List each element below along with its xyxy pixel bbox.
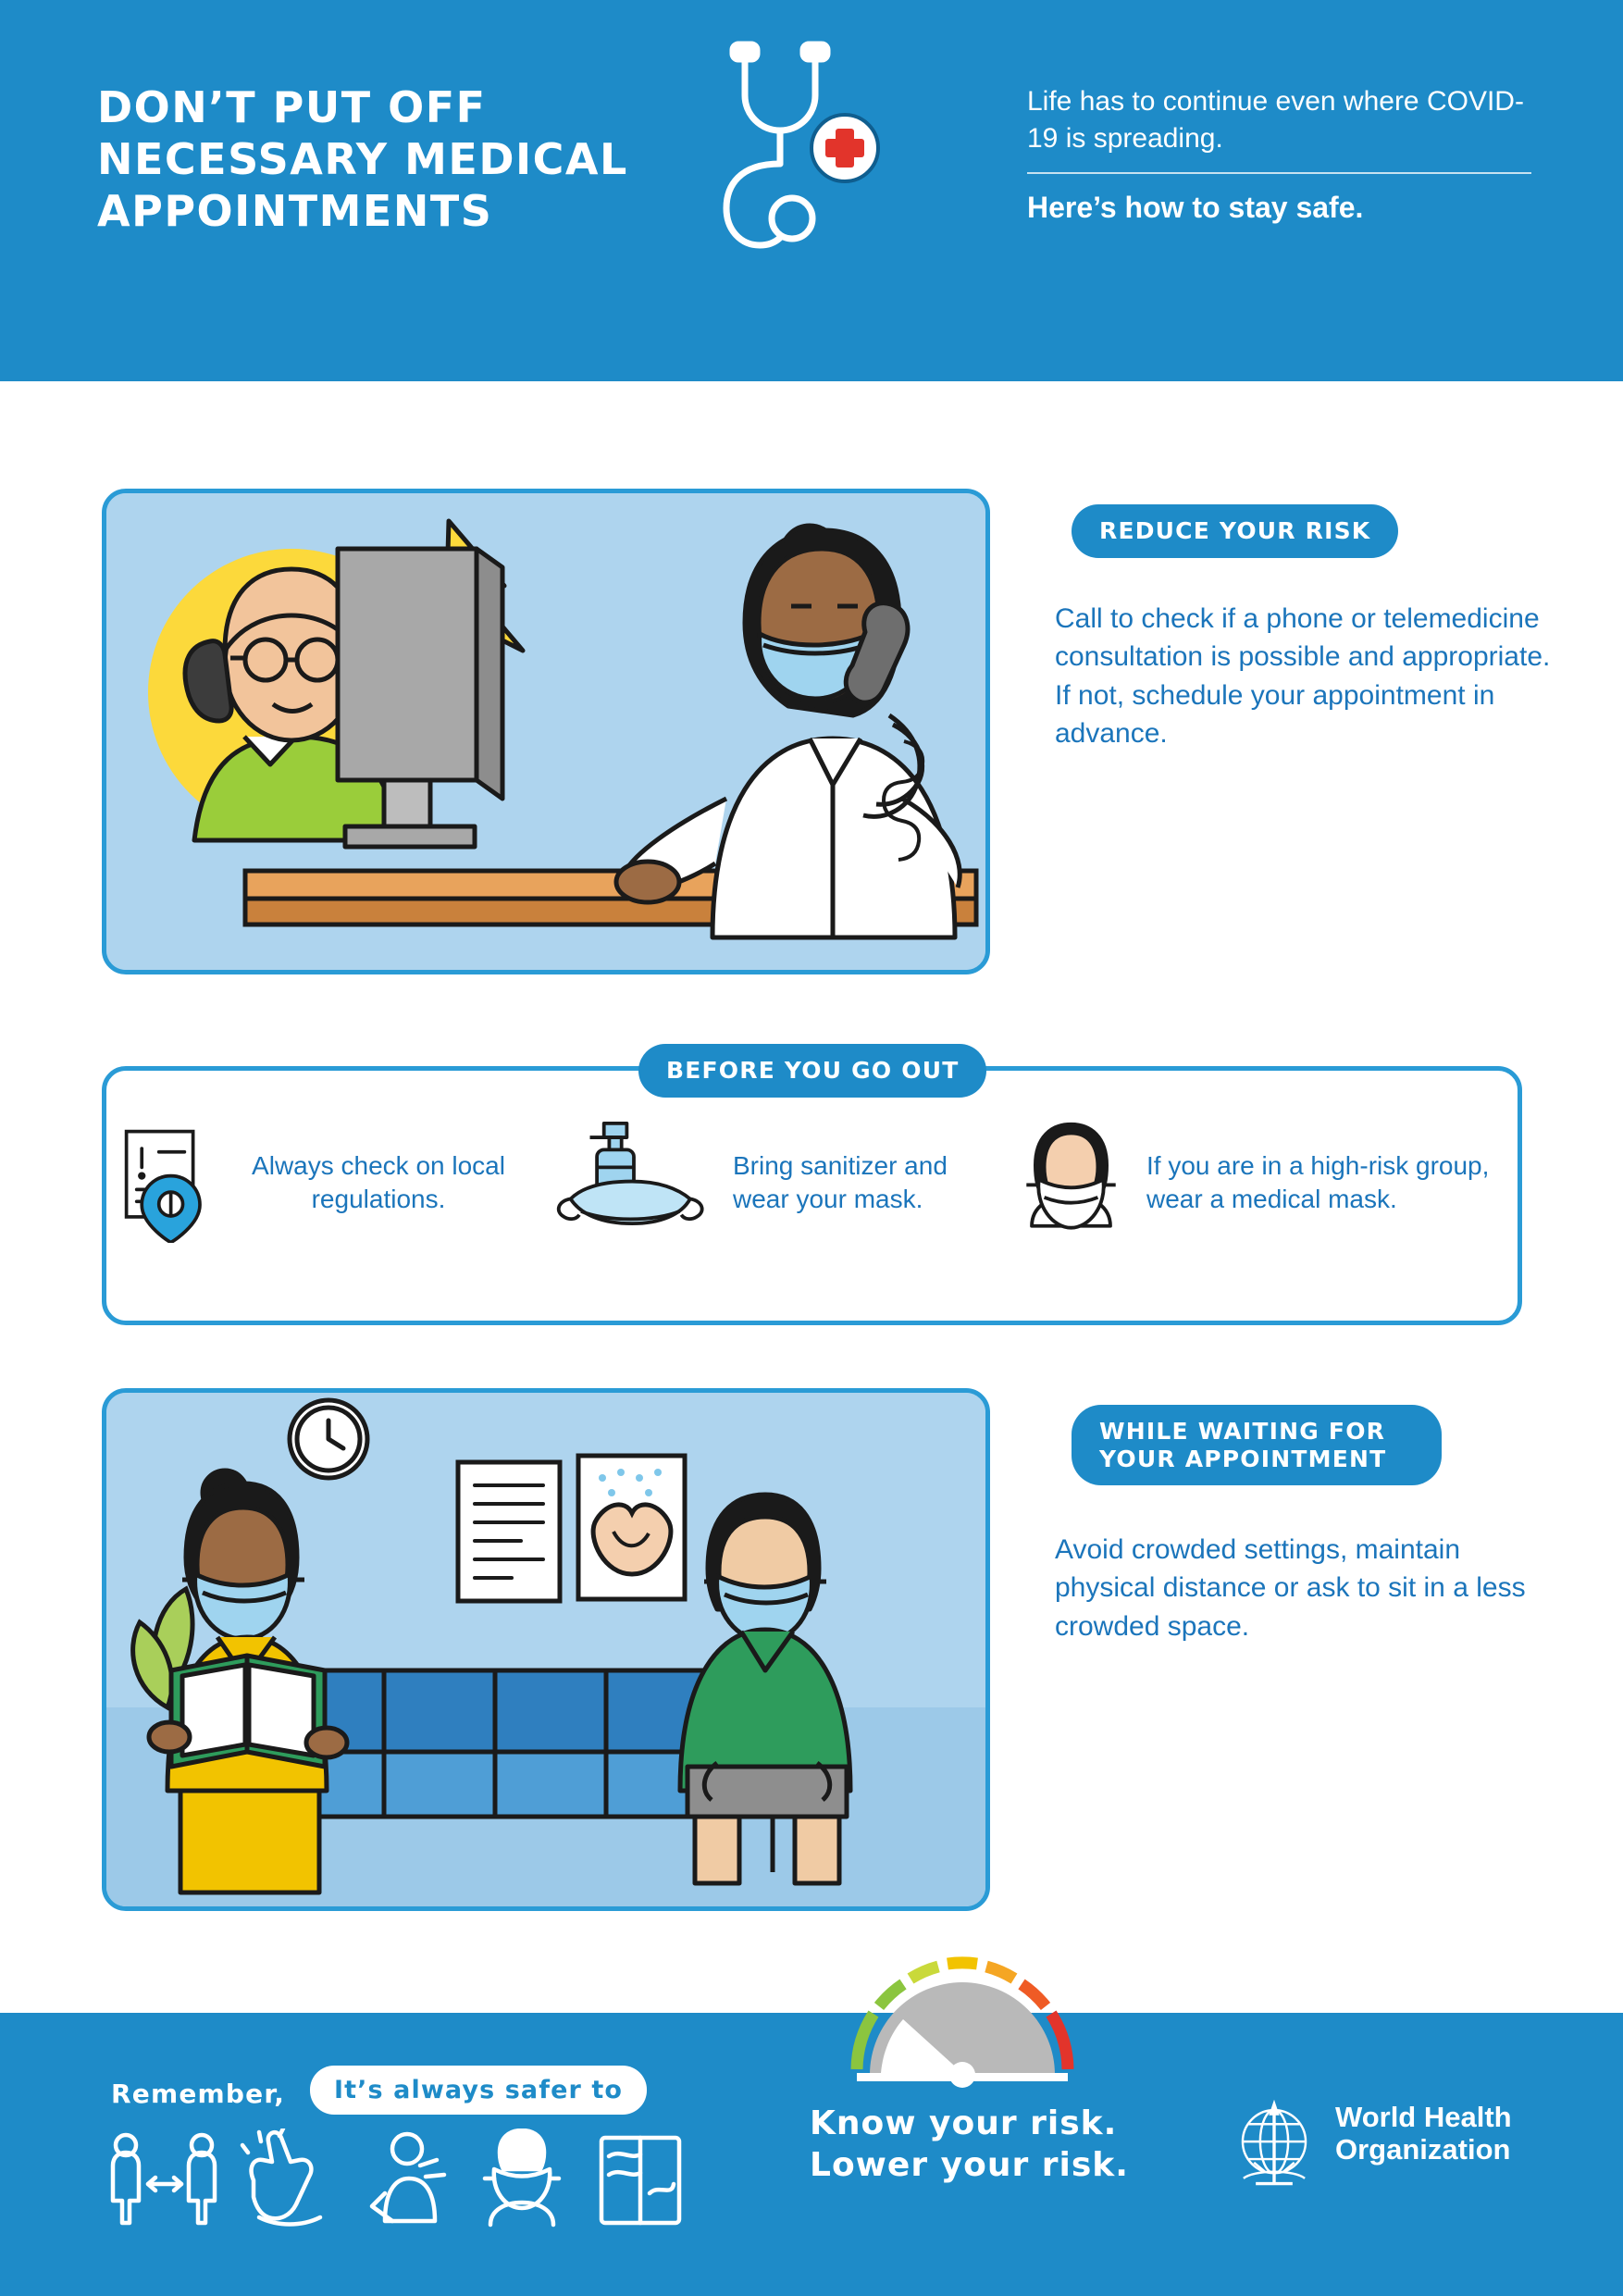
document-with-location-pin-icon [111, 1123, 222, 1243]
list-item [1009, 1115, 1508, 1249]
pill-label: BEFORE YOU GO OUT [638, 1044, 986, 1098]
footer-chip-label: It’s always safer to [310, 2066, 647, 2115]
physical-distance-icon [113, 2135, 215, 2223]
header-lede: Life has to continue even where COVID-19 is spreading. [1027, 86, 1524, 154]
pill-before-you-go-out [638, 1044, 986, 1098]
list-item [546, 1115, 1009, 1249]
footer-slogan-line2: Lower your risk. [810, 2146, 1129, 2184]
list-item [111, 1123, 546, 1243]
pill-while-waiting [1072, 1405, 1442, 1485]
footer-slogan [810, 2103, 1129, 2186]
open-window-ventilation-icon [601, 2138, 679, 2223]
illustration-phone-consultation [102, 489, 990, 974]
illustration-waiting-room [102, 1388, 990, 1911]
who-emblem-icon [1226, 2096, 1322, 2192]
who-line2: Organization [1335, 2132, 1511, 2166]
cough-into-elbow-icon [372, 2134, 444, 2221]
list-item-label: Always check on local regulations. [252, 1150, 505, 1213]
page-title: DON’T PUT OFF NECESSARY MEDICAL APPOINTMENTS [97, 82, 628, 237]
wear-a-mask-icon [485, 2130, 559, 2225]
section-3-body: Avoid crowded settings, maintain physical distance or ask to sit in a less crowded space. [1055, 1534, 1526, 1642]
stethoscope-icon [712, 37, 898, 268]
header-subtitle: Here’s how to stay safe. [1027, 190, 1364, 224]
pill-label: WHILE WAITING FOR YOUR APPOINTMENT [1072, 1405, 1442, 1485]
who-line1: World Health [1335, 2101, 1512, 2133]
list-item-label: If you are in a high-risk group, wear a medical mask. [1146, 1150, 1490, 1213]
risk-gauge-icon [833, 1943, 1092, 2091]
who-logo [1226, 2096, 1541, 2198]
sanitizer-bottle-and-masks-icon [546, 1115, 722, 1249]
wash-hands-icon [242, 2128, 320, 2225]
header-message [1027, 83, 1545, 225]
who-wordmark [1335, 2102, 1512, 2166]
footer-slogan-line1: Know your risk. [810, 2104, 1118, 2142]
list-item-label: Bring sanitizer and wear your mask. [733, 1150, 948, 1213]
pill-label: REDUCE YOUR RISK [1072, 504, 1398, 558]
footer-remember-label: Remember, [111, 2079, 286, 2109]
footer-safety-icons [102, 2128, 722, 2240]
person-wearing-medical-mask-icon [1009, 1115, 1134, 1249]
header [0, 0, 1623, 381]
section-1-body: Call to check if a phone or telemedicine consultation is possible and appropriate. If not, schedule your appointment in advance. [1055, 603, 1551, 750]
pill-reduce-your-risk [1072, 504, 1398, 558]
header-divider [1027, 172, 1531, 174]
before-you-go-out-items [111, 1115, 1518, 1249]
